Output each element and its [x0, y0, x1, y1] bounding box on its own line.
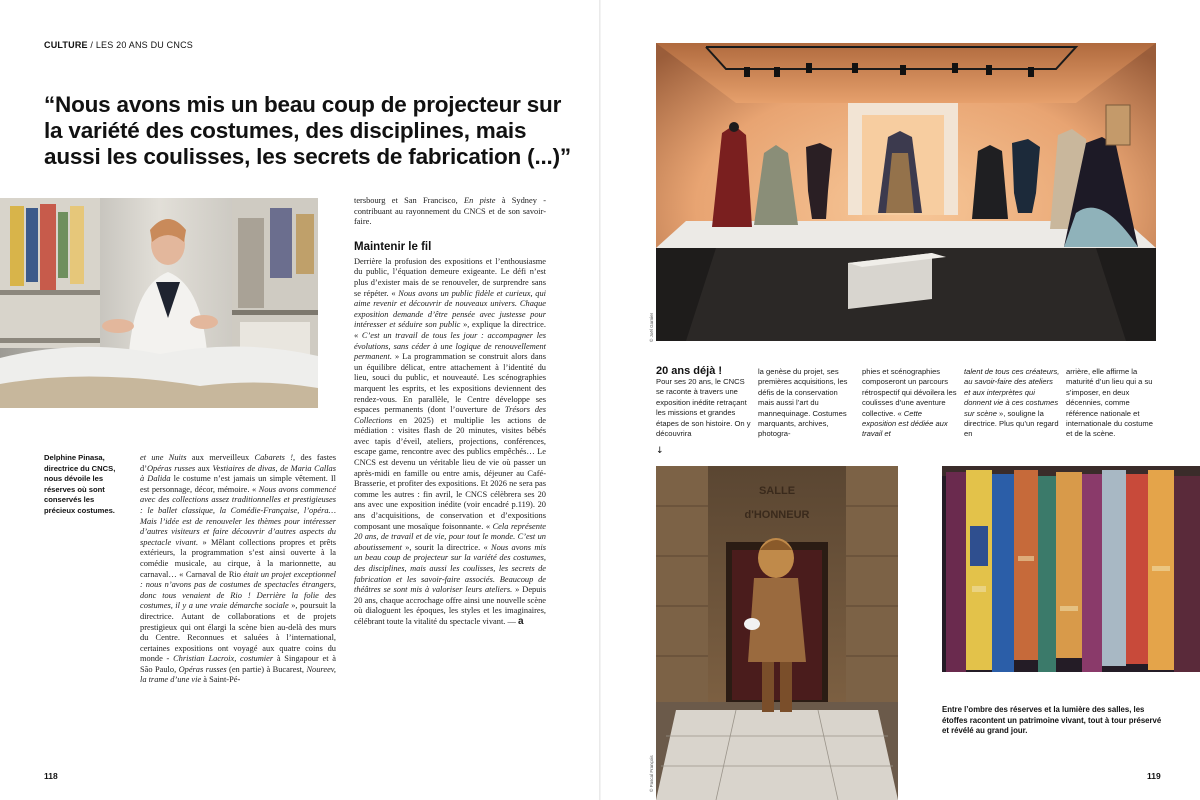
body-text: » La programmation se construit alors dans un équilibre délicat, entre attachement à l’identité du lieu, souci du public, et nouveauté. Les scénographies marquent les esprits, et les expositions deviennent des rendez-vous. En parallèle, le Centre développe ses espaces permanents (dont l’ouverture de — [354, 352, 546, 415]
box-quote-italic: Cette exposition est dédiée aux travail et — [862, 408, 948, 439]
photo-tiger-costume — [656, 466, 898, 800]
body-text: », sourit la directrice. « — [401, 542, 491, 552]
article-column-1 — [140, 453, 336, 686]
article-subheading: Maintenir le fil — [354, 240, 432, 253]
box-column-3 — [862, 367, 958, 440]
title-italic: Trésors des Collections — [354, 405, 546, 425]
header-separator: / — [87, 40, 96, 50]
body-text: », poursuit la directrice. Autant de collaborations et de projets prestigieux qui ont élargi la scène bien au-delà des murs du Centre. Reconnues et saluées à l’international, certaines expositions ont voyagé aux quatre coins du monde - — [140, 601, 337, 664]
box-text: phies et scénographies composeront un parcours rétrospectif qui dévoilera les coulisses d’une aventure collective. « — [862, 367, 957, 418]
body-text: à Saint-Pé- — [201, 675, 241, 685]
conservator-illustration — [0, 198, 318, 408]
body-text: , des fastes d’ — [140, 453, 336, 473]
box-column-5: arrière, elle affirme la maturité d’un lieu qui a su s’imposer, en deux décennies, comme référence nationale et internationale du costume et de la scène. — [1066, 367, 1153, 439]
body-text: aux merveilleux — [186, 453, 255, 462]
box-column-2: la genèse du projet, ses premières acquisitions, les défis de la conservation mais aussi l’art du mannequinage. Costumes marquants, archives, photogra- — [758, 367, 848, 439]
photo-conservator — [0, 198, 318, 408]
title-italic: Vestiaires de divas, de Maria Callas à Dalida — [140, 463, 336, 484]
box-text: », souligne la directrice. Plus qu’un regard en — [964, 408, 1059, 439]
body-text: (en partie) à Bucarest, — [226, 664, 307, 674]
box-column-4 — [964, 367, 1060, 440]
title-italic: Christian Lacroix, costumier — [173, 654, 274, 664]
arrow-down-icon: ↓ — [656, 446, 664, 456]
section-header — [44, 40, 193, 50]
title-italic: Opéras russes — [146, 463, 196, 473]
body-text: en 2025) et multiplie les actions de médiation : visites flash de 20 minutes, visites bébés avec tapis d’éveil, ateliers, projections, conférences, escape game, rencontre avec des publics empêchés… Le CNCS est devenu un véritable lieu de vie où passer un après-midi en famille ou entre amis, déjeuner au Café-Brasserie, et profiter des expositions. Et 2026 ne sera pas comme les autres : fin avril, le CNCS célèbrera ses 20 ans avec une exposition inédite (voir encadré p.119). 20 ans d’acquisitions, de conservation et d’expositions composant une mosaïque foisonnante. « — [354, 415, 546, 531]
quote-italic: était un projet exceptionnel : nous n’avons pas de costumes de spectacles étrangers, donc tous venaient de Rio ! Derrière la folie des costumes, il y a une vraie démarche sociale — [140, 569, 336, 611]
photo-credit-gallery: © Joël Garnier — [649, 312, 654, 342]
body-text: à Sydney - contribuant au rayonnement du CNCS et de son savoir-faire. — [354, 196, 546, 227]
end-of-article-mark: a — [517, 615, 524, 627]
body-text: tersbourg et San Francisco, — [354, 196, 464, 205]
hall-sign-line2: d'HONNEUR — [744, 509, 810, 521]
article-column-2 — [354, 196, 546, 628]
section-topic: LES 20 ANS DU CNCS — [95, 40, 193, 50]
body-text: », explique la directrice. « — [354, 320, 546, 340]
body-text: » Mêlant collections propres et prêts extérieurs, la programmation s’est ainsi ouverte à la comédie musicale, au cirque, à la marionnette, au carnaval… « Carnaval de Rio — [140, 537, 336, 579]
photo-caption-left: Delphine Pinasa, directrice du CNCS, nous dévoile les réserves où sont conservés les précieux costumes. — [44, 453, 116, 515]
body-text: à Singapour et à São Paulo, — [140, 654, 336, 674]
title-italic: En piste — [463, 196, 496, 205]
quote-italic: Nous avons commencé avec des collections assez traditionnelles et prestigieuses : le ballet classique, la Comédie-Française, l’opéra… Mais l’idée est de renouveler les thèmes pour intéresser d’autres visiteurs et faire découvrir d’autres aspects du spectacle vivant. — [140, 484, 336, 547]
hall-sign-line1: SALLE — [758, 485, 796, 497]
gallery-illustration — [656, 43, 1156, 341]
page-gutter — [599, 0, 601, 800]
photo-exhibition-gallery — [656, 43, 1156, 341]
body-text: aux — [195, 463, 213, 473]
quote-italic: Nous avons un public fidèle et curieux, qui aime revenir et découvrir de nouveaux univers. Chaque exposition demande d’être pensée avec justesse pour intéresser et séduire son public — [354, 288, 547, 330]
pull-quote: “Nous avons mis un beau coup de projecteur sur la variété des costumes, des disciplines, mais aussi les coulisses, les secrets de fabrication (...)” — [44, 92, 571, 169]
photo-hanging-costumes — [942, 466, 1200, 672]
body-text: Derrière la profusion des expositions et l’enthousiasme du public, l’équation demeure exigeante. Le défi n’est plus d’exister mais de se renouveler, de surprendre sans se répéter. « — [354, 256, 546, 298]
title-italic: Cabarets ! — [254, 453, 294, 462]
tiger-costume-illustration — [656, 466, 898, 800]
body-text: » Depuis 20 ans, chaque accrochage offre ainsi une nouvelle scène où dialoguent les époques, les styles et les imaginaires, célébrant toute la vitalité du spectacle vivant. — — [354, 585, 546, 626]
box-title: 20 ans déjà ! — [656, 365, 723, 377]
page-number-left: 118 — [44, 771, 58, 781]
quote-italic: C’est un travail de tous les jour : accompagner les évolutions, sans céder à une logique de renouvellement permanent. — [354, 330, 546, 362]
photo-credit-figure: © Pascal François — [649, 755, 654, 792]
fabrics-illustration — [942, 466, 1200, 672]
box-quote-italic: talent de tous ces créateurs, au savoir-faire des ateliers et aux interprètes qui donnent vie à ces costumes sur scène — [964, 367, 1060, 418]
quote-italic: Nous avons mis un beau coup de projecteur sur la variété des costumes, des disciplines, mais aussi les coulisses, les secrets de fabrication et les savoir-faire associés. Beaucoup de théâtres se sont mis à valoriser leurs ateliers. — [354, 542, 546, 595]
quote-italic: Cela représente 20 ans, de travail et de vie, pour tout le monde. C’est un aboutissement — [354, 521, 546, 552]
title-italic: Opéras russes — [178, 664, 227, 674]
photo-caption-right: Entre l’ombre des réserves et la lumière des salles, les étoffes racontent un patrimoine vivant, tout à tour préservé et révélé au grand jour. — [942, 705, 1162, 736]
body-text: le costume n’est jamais un simple vêtement. Il est personnage, décor, mémoire. « — [140, 474, 336, 494]
box-column-1: Pour ses 20 ans, le CNCS se raconte à travers une exposition inédite retraçant les missions et grandes étapes de son histoire. On y découvrira — [656, 377, 751, 439]
title-italic: et une Nuits — [140, 453, 187, 462]
section-name: CULTURE — [44, 40, 88, 50]
title-italic: Noureev, la trame d’une vie — [140, 664, 336, 685]
page-number-right: 119 — [1147, 771, 1161, 781]
